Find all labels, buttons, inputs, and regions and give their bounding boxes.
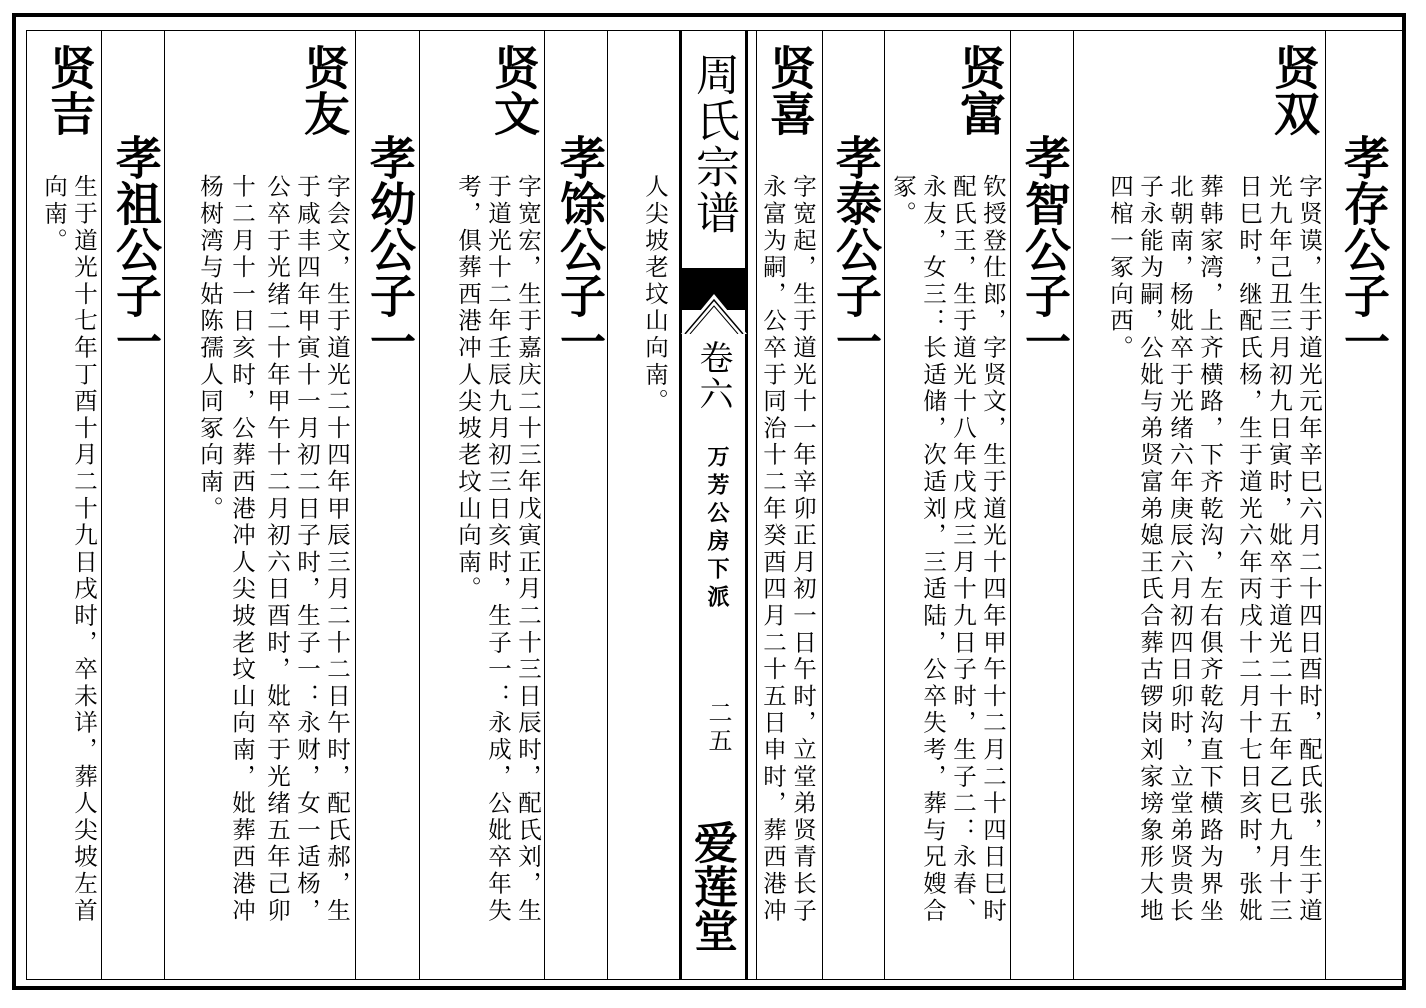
entry-text-line: 日巳时，继配氏杨，生于道光六年丙戌十二月十七日亥时，张妣 (1235, 174, 1263, 925)
column-divider (164, 31, 165, 980)
son-name: 贤文 (487, 44, 541, 136)
entry-text-line: 向南。 (40, 174, 68, 255)
column-divider (756, 31, 757, 980)
entry-text-line: 杨树湾与姑陈孺人同冢向南。 (196, 174, 224, 523)
son-name: 贤喜 (763, 44, 817, 136)
entry-text-line: 四棺一冢向西。 (1106, 174, 1134, 362)
entry-text-line: 葬韩家湾，上齐横路，下齐乾沟，左右俱齐乾沟直下横路为界坐 (1196, 174, 1224, 925)
father-heading: 孝存公子一 (1337, 134, 1391, 364)
column-divider (884, 31, 885, 980)
entry-text-line: 钦授登仕郎，字贤文，生于道光十四年甲午十二月二十四日巳时 (979, 174, 1007, 925)
entry-text-line: 于咸丰四年甲寅十一月初二日子时，生子一：永财，女一适杨， (293, 174, 321, 925)
son-name: 贤吉 (43, 44, 97, 136)
entry-text-line: 考，俱葬西港冲人尖坡老坟山向南。 (454, 174, 482, 603)
column-divider (822, 31, 823, 980)
column-divider (355, 31, 356, 980)
father-heading: 孝泰公子一 (829, 134, 883, 364)
entry-text-line: 十二月十一日亥时，公葬西港冲人尖坡老坟山向南，妣葬西港冲 (228, 174, 256, 925)
column-divider (544, 31, 545, 980)
son-name: 贤友 (297, 44, 351, 136)
entry-text-line: 字贤谟，生于道光元年辛巳六月二十四日酉时，配氏张，生于道 (1295, 174, 1323, 925)
entry-text-line: 字宽起，生于道光十一年辛卯正月初一日午时，立堂弟贤青长子 (789, 174, 817, 925)
column-divider (1073, 31, 1074, 980)
entry-text-line: 字会文，生于道光二十四年甲辰三月二十二日午时，配氏郝，生 (323, 174, 351, 925)
column-divider (419, 31, 420, 980)
column-divider (1325, 31, 1326, 980)
page-number: 二五 (704, 700, 732, 756)
entry-text-line: 冢。 (889, 174, 917, 228)
father-heading: 孝祖公子一 (109, 134, 163, 364)
column-divider (1010, 31, 1011, 980)
column-divider (101, 31, 102, 980)
spine-border-right (745, 31, 748, 980)
volume-label: 卷六 (693, 340, 733, 412)
spine-chevron-icon (681, 294, 747, 334)
entry-text-line: 永富为嗣，公卒于同治十二年癸酉四月二十五日申时，葬西港冲 (759, 174, 787, 925)
entry-text-line: 北朝南，杨妣卒于光绪六年庚辰六月初四日卯时，立堂弟贤贵长 (1166, 174, 1194, 925)
branch-label: 万芳公房下派 (704, 445, 730, 613)
son-name: 贤富 (953, 44, 1007, 136)
entry-text-line: 公卒于光绪二十年甲午十二月初六日酉时，妣卒于光绪五年己卯 (263, 174, 291, 925)
son-name: 贤双 (1267, 44, 1321, 136)
entry-text-line: 人尖坡老坟山向南。 (641, 174, 669, 416)
entry-text-line: 配氏王，生于道光十八年戊戌三月十九日子时，生子二：永春、 (949, 174, 977, 925)
entry-text-line: 光九年己丑三月初九日寅时，妣卒于道光二十五年乙巳九月十三 (1265, 174, 1293, 925)
father-heading: 孝馀公子一 (553, 134, 607, 364)
entry-text-line: 于道光十二年壬辰九月初三日亥时，生子一：永成，公妣卒年失 (484, 174, 512, 925)
father-heading: 孝智公子一 (1018, 134, 1072, 364)
entry-text-line: 永友，女三：长适储，次适刘，三适陆，公卒失考，葬与兄嫂合 (919, 174, 947, 925)
entry-text-line: 子永能为嗣，公妣与弟贤富弟媳王氏合葬古锣岗刘家塝象形大地 (1136, 174, 1164, 925)
entry-text-line: 字宽宏，生于嘉庆二十三年戊寅正月二十三日辰时，配氏刘，生 (514, 174, 542, 925)
spine-border-left (679, 31, 682, 980)
hall-name: 爱莲堂 (686, 820, 737, 952)
father-heading: 孝幼公子一 (363, 134, 417, 364)
genealogy-title: 周氏宗谱 (688, 52, 739, 236)
entry-text-line: 生于道光十七年丁酉十月二十九日戌时，卒未详，葬人尖坡左首 (70, 174, 98, 925)
column-divider (607, 31, 608, 980)
